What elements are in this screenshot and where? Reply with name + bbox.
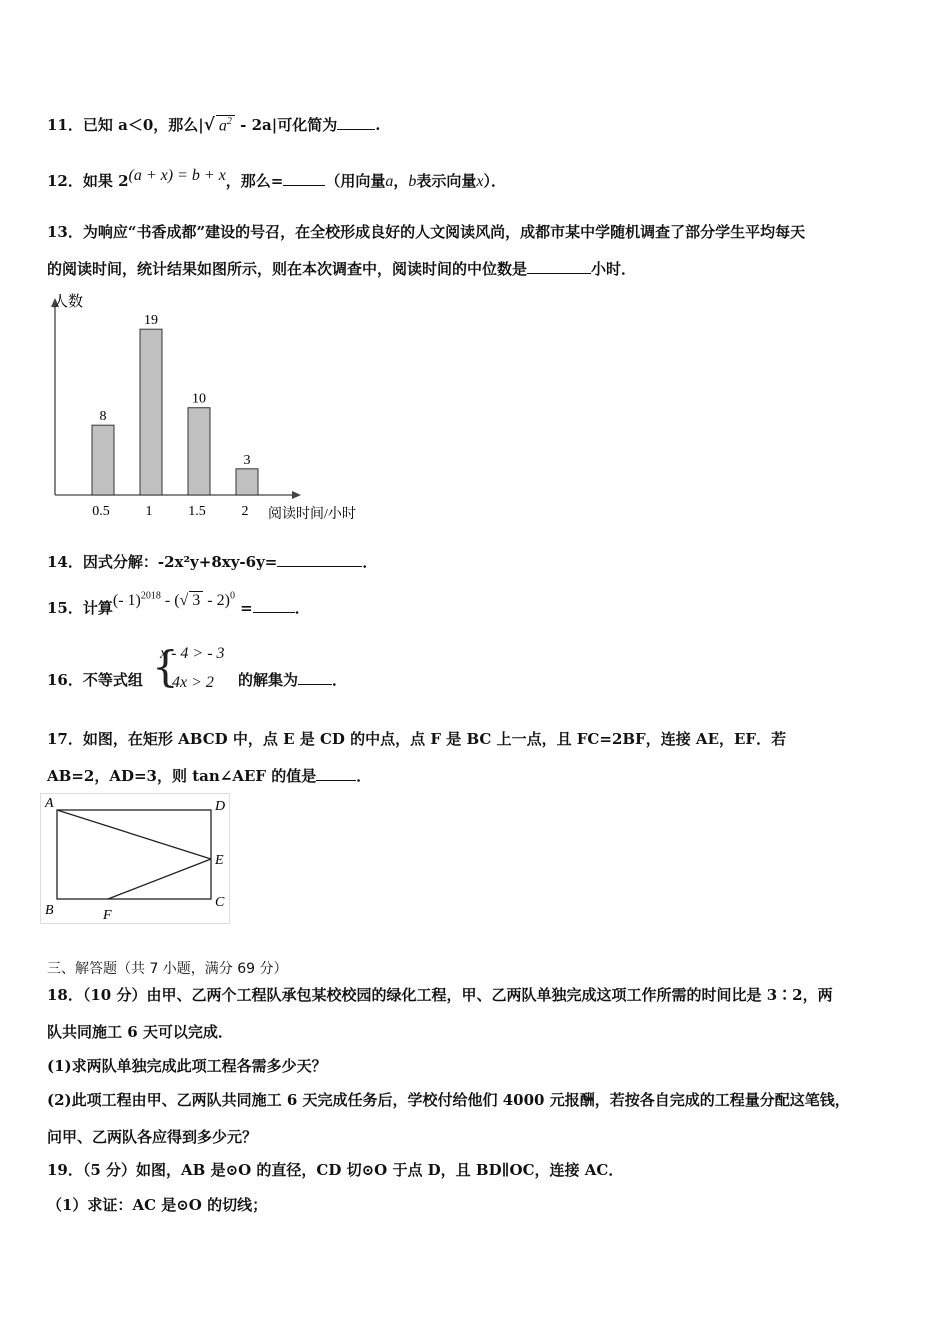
q16-answer-blank[interactable] xyxy=(298,670,332,685)
q15-end: ． xyxy=(294,599,310,617)
q12-equation: (a + x) = b + x xyxy=(128,167,226,184)
q13-answer-blank[interactable] xyxy=(527,259,591,274)
x-tick-label: 2 xyxy=(241,504,249,519)
question-18-line2: 队共同施工 6 天可以完成． xyxy=(47,1023,233,1041)
x-tick-label: 0.5 xyxy=(92,504,110,519)
chart-bars xyxy=(92,313,258,519)
chart-ylabel: 人数 xyxy=(53,294,84,310)
q11-prefix: 11．已知 a＜0，那么| xyxy=(47,116,204,134)
chart-x-axis-arrow xyxy=(292,491,301,499)
q14-expression: -2x²y+8xy-6y= xyxy=(157,553,278,571)
q12-text2: 表示向量 xyxy=(416,172,477,190)
q16-inequality-1: x - 4 > - 3 xyxy=(160,645,225,662)
question-14 xyxy=(47,551,377,572)
chart-xlabel: 阅读时间/小时 xyxy=(268,507,356,522)
q15-prefix: 15．计算 xyxy=(47,599,113,617)
question-12 xyxy=(47,167,507,191)
q15-root: 3 xyxy=(189,591,203,610)
q12-comma: ， xyxy=(393,172,409,190)
question-19-line1: 19．（5 分）如图，AB 是⊙O 的直径，CD 切⊙O 于点 D，且 BD∥OC，连接 AC． xyxy=(47,1161,624,1179)
q12-mid: ，那么= xyxy=(225,172,284,190)
segment-ae xyxy=(57,810,211,859)
label-e: E xyxy=(215,853,224,868)
q11-exponent: 2 xyxy=(226,115,232,127)
label-b: B xyxy=(45,903,54,918)
q15-expr-c: - 2) xyxy=(203,592,230,609)
q12-vector-x: x xyxy=(476,173,484,190)
question-18-sub1: (1)求两队单独完成此项工程各需多少天？ xyxy=(47,1057,327,1075)
question-18-line1: 18．（10 分）由甲、乙两个工程队承包某校校园的绿化工程，甲、乙两队单独完成这项工作所需的时间比是 3∶2，两 xyxy=(47,986,833,1004)
question-13-line2 xyxy=(47,258,636,279)
q13-line2-suffix: 小时． xyxy=(591,260,637,278)
bar-value-label: 10 xyxy=(192,391,206,407)
q17-answer-blank[interactable] xyxy=(316,766,356,781)
q14-answer-blank[interactable] xyxy=(277,552,362,567)
q11-end: . xyxy=(375,116,381,134)
q13-line2-prefix: 的阅读时间，统计结果如图所示，则在本次调查中，阅读时间的中位数是 xyxy=(47,260,528,278)
q16-inequality-2: 4x > 2 xyxy=(172,674,214,691)
q12-end: ）． xyxy=(483,172,507,190)
x-tick-label: 1 xyxy=(145,504,153,519)
segment-ef xyxy=(108,859,211,899)
q12-paren-text: （用向量 xyxy=(325,172,386,190)
label-a: A xyxy=(45,796,54,811)
q17-line2-prefix: AB=2，AD=3，则 tan∠AEF 的值是 xyxy=(47,767,317,785)
x-tick-label: 1.5 xyxy=(188,504,206,519)
question-15 xyxy=(47,590,310,618)
q12-vector-b: b xyxy=(408,173,417,190)
question-16-prefix: 16．不等式组 xyxy=(47,671,143,689)
bar-2 xyxy=(236,469,258,495)
q15-exp1: 2018 xyxy=(140,590,161,602)
q14-end: ． xyxy=(362,553,378,571)
q14-prefix: 14．因式分解： xyxy=(47,553,158,571)
q12-prefix: 12．如果 2 xyxy=(47,172,129,190)
q16-end: ． xyxy=(332,671,348,689)
question-18-sub2-line2: 问甲、乙两队各应得到多少元？ xyxy=(47,1128,258,1146)
q11-answer-blank[interactable] xyxy=(337,115,375,130)
q15-expr-b: - ( xyxy=(160,592,180,609)
q16-brace: { xyxy=(152,642,179,691)
bar-1 xyxy=(140,329,162,495)
q12-answer-blank[interactable] xyxy=(283,171,325,186)
question-11: 11．已知 a＜0，那么|√ $a^2 - 2a|$可化简为 . xyxy=(47,115,381,135)
rectangle-figure xyxy=(40,793,235,925)
question-17-line1: 17．如图，在矩形 ABCD 中，点 E 是 CD 的中点，点 F 是 BC 上一点，且 FC=2BF，连接 AE，EF．若 xyxy=(47,730,787,748)
label-c: C xyxy=(215,895,225,910)
q11-suffix: - 2a|可化简为 xyxy=(234,116,338,134)
question-17-line2 xyxy=(47,765,371,786)
q16-suffix: 的解集为 xyxy=(238,671,299,689)
q15-exp2: 0 xyxy=(229,590,235,602)
figure-frame xyxy=(41,794,230,924)
reading-time-bar-chart xyxy=(40,288,385,526)
q17-line2-end: ． xyxy=(356,767,372,785)
bar-1.5 xyxy=(188,408,210,495)
bar-0.5 xyxy=(92,425,114,495)
q15-answer-blank[interactable] xyxy=(253,598,295,613)
label-f: F xyxy=(103,908,112,923)
q15-expr-a: (- 1) xyxy=(112,592,141,609)
q15-eq: = xyxy=(234,599,253,617)
q15-expression: (- 1)$^{2018}$ - (√ 3 - 2)$^0$ xyxy=(112,590,235,609)
q11-radicand: a xyxy=(218,117,227,134)
section-3-title: 三、解答题（共 7 小题，满分 69 分） xyxy=(47,961,288,977)
question-19-sub1: （1）求证：AC 是⊙O 的切线； xyxy=(47,1196,268,1214)
question-16-suffix xyxy=(238,669,347,690)
question-18-sub2-line1: (2)此项工程由甲、乙两队共同施工 6 天完成任务后，学校付给他们 4000 元报酬，若按各自完成的工程量分配这笔钱， xyxy=(47,1091,850,1109)
label-d: D xyxy=(215,799,226,814)
bar-value-label: 3 xyxy=(243,452,251,468)
rectangle-abcd xyxy=(57,810,211,899)
q11-sqrt-expr xyxy=(216,115,235,135)
question-13-line1: 13．为响应“书香成都”建设的号召，在全校形成良好的人文阅读风尚，成都市某中学随机调查了部分学生平均每天 xyxy=(47,223,806,241)
q12-vector-a: a xyxy=(385,173,394,190)
bar-value-label: 19 xyxy=(144,313,158,329)
bar-value-label: 8 xyxy=(99,409,107,425)
